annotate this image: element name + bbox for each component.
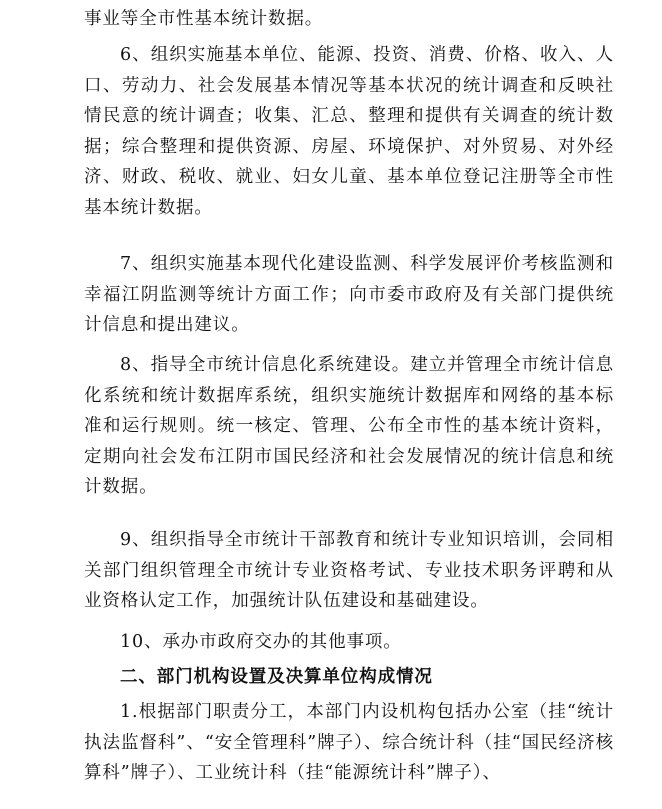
paragraph-item-10: 10、承办市政府交办的其他事项。 — [120, 632, 402, 652]
paragraph-section-1: 1.根据部门职责分工，本部门内设机构包括办公室（挂“统计执法监督科”、“安全管理科”牌子）、综合统计科（挂“国民经济核算科”牌子）、工业统计科（挂“能源统计科”牌子）、 — [84, 702, 614, 783]
paragraph-item-9: 9、组织指导全市统计干部教育和统计专业知识培训，会同相关部门组织管理全市统计专业资格考试、专业技术职务评聘和从业资格认定工作，加强统计队伍建设和基础建设。 — [84, 530, 614, 611]
paragraph-item-6: 6、组织实施基本单位、能源、投资、消费、价格、收入、人口、劳动力、社会发展基本情况等基本状况的统计调查和反映社情民意的统计调查；收集、汇总、整理和提供有关调查的统计数据；综合整理和提供资源、房屋、环境保护、对外贸易、对外经济、财政、税收、就业、妇女儿童、基本单位登记注册等全市性基本统计数据。 — [84, 45, 614, 218]
section-heading: 二、部门机构设置及决算单位构成情况 — [120, 667, 433, 687]
paragraph-continuation: 事业等全市性基本统计数据。 — [84, 9, 324, 29]
paragraph-item-8: 8、指导全市统计信息化系统建设。建立并管理全市统计信息化系统和统计数据库系统，组织实施统计数据库和网络的基本标准和运行规则。统一核定、管理、公布全市性的基本统计资料，定期向社会发布江阴市国民经济和社会发展情况的统计信息和统计数据。 — [84, 355, 614, 497]
paragraph-item-7: 7、组织实施基本现代化建设监测、科学发展评价考核监测和幸福江阴监测等统计方面工作；向市委市政府及有关部门提供统计信息和提出建议。 — [84, 254, 614, 335]
